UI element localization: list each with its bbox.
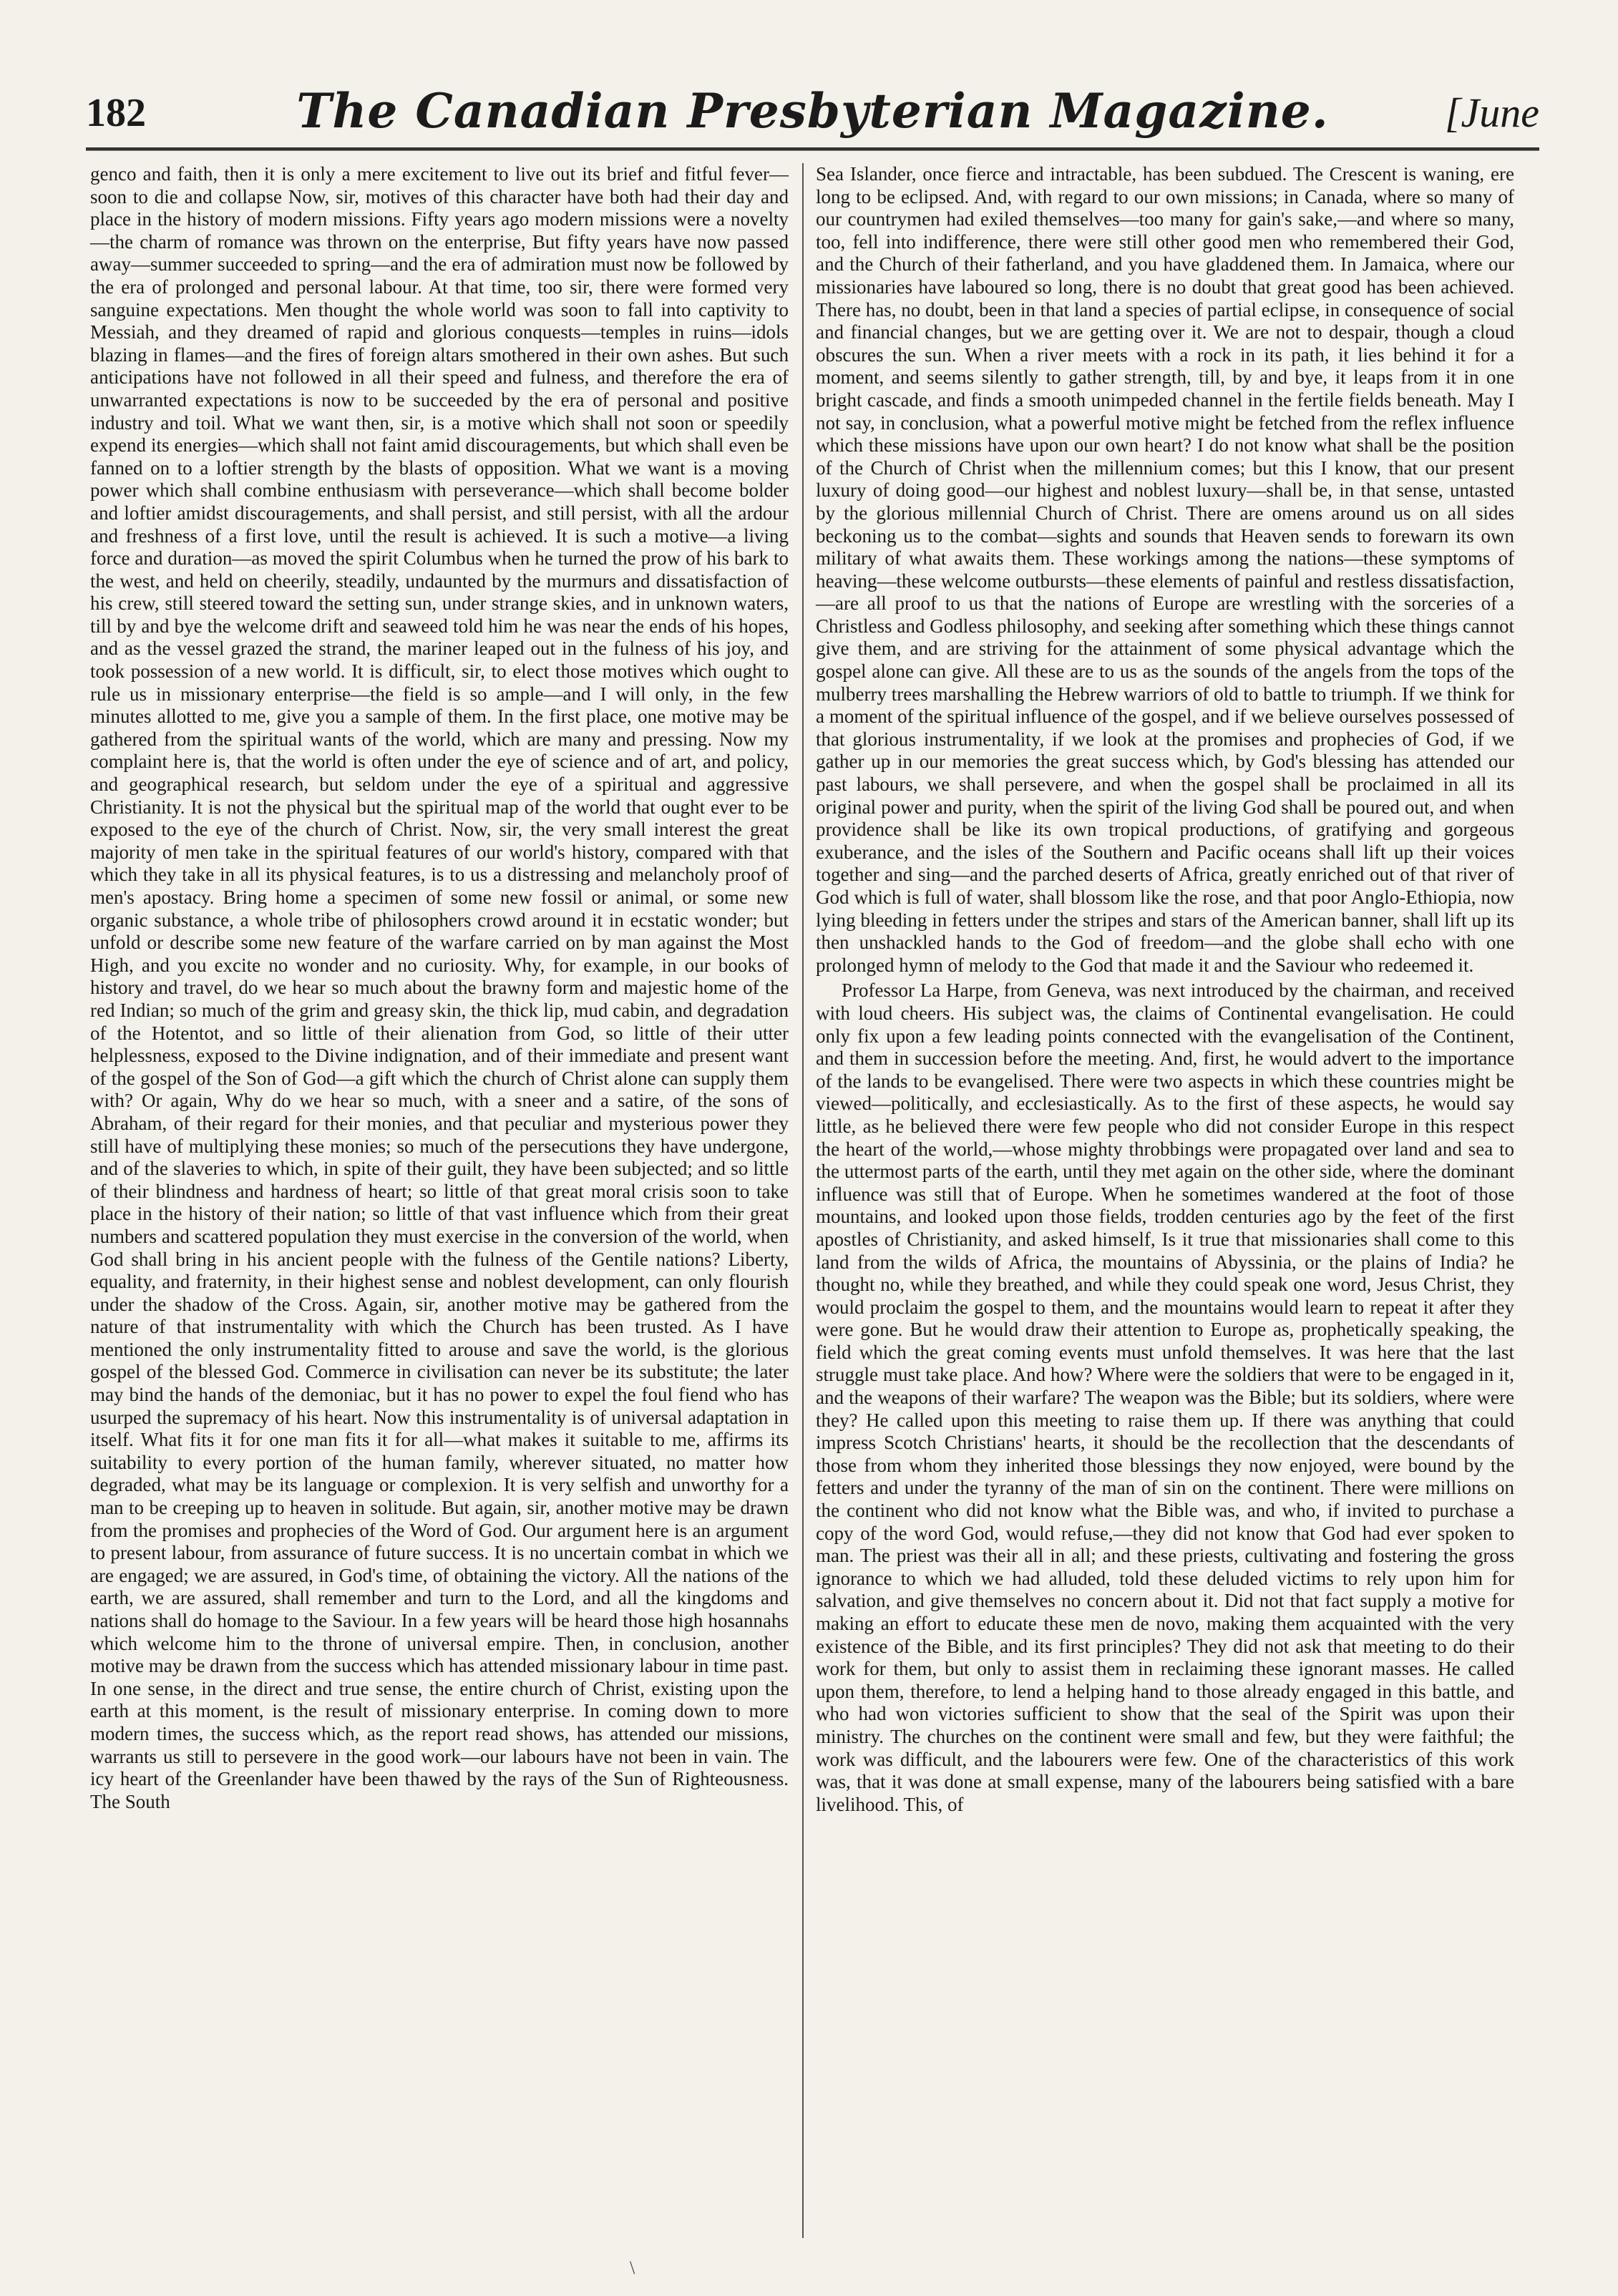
right-column <box>816 163 1514 1816</box>
right-paragraph-2: Professor La Harpe, from Geneva, was next introduced by the chairman, and received with loud cheers. His subject was, the claims of Continental evangelisation. He could only fix upon a few leading points connected with the evangelisation of the Continent, and them in succession before the meeting. And, first, he would advert to the importance of the lands to be evangelised. There were two aspects in which these countries might be viewed—politically, and ecclesiastically. As to the first of these aspects, he would say little, as he believed there were few people who did not consider Europe in this respect the heart of the world,—whose mighty throbbings were propagated over land and sea to the uttermost parts of the earth, until they met again on the other side, where the dominant influence was still that of Europe. When he sometimes wandered at the foot of those mountains, and looked upon those fields, trodden centuries ago by the feet of the first apostles of Christianity, and asked himself, Is it true that missionaries shall come to this land from the wilds of Africa, the mountains of Abyssinia, or the plains of India? he thought no, while they breathed, and while they could speak one word, Jesus Christ, they would proclaim the gospel to them, and the mountains would learn to repeat it after they were gone. But he would draw their attention to Europe as, prophetically speaking, the field which the great coming events must unfold themselves. It was here that the last struggle must take place. And how? Where were the soldiers that were to be engaged in it, and the weapons of their warfare? The weapon was the Bible; but its soldiers, where were they? He called upon this meeting to raise them up. If there was anything that could impress Scotch Christians' hearts, it should be the recollection that the descendants of those from whom they inherited those blessings they now enjoyed, were bound by the fetters and under the tyranny of the man of sin on the continent. There were millions on the continent who did not know what the Bible was, and who, if invited to purchase a copy of the word God, would refuse,—they did not know that God had ever spoken to man. The priest was their all in all; and these priests, cultivating and fostering the gross ignorance to which we had alluded, told these deluded victims to rely upon him for salvation, and give themselves no concern about it. Did not that fact supply a motive for making an effort to educate these men de novo, making them acquainted with the very existence of the Bible, and its first principles? They did not ask that meeting to do their work for them, but only to assist them in reclaiming these ignorant masses. He called upon them, therefore, to lend a helping hand to those already engaged in this battle, and who had won victories sufficient to show that the seal of the Spirit was upon their ministry. The churches on the continent were small and few, but they were faithful; the work was difficult, and the labourers were few. One of the characteristics of this work was, that it was done at small expense, many of the labourers being satisfied with a bare livelihood. This, of <box>816 980 1514 1815</box>
right-paragraph-1: Sea Islander, once fierce and intractable, has been subdued. The Crescent is waning, ere long to be eclipsed. And, with regard to our own missions; in Canada, where so many of our countrymen had exiled themselves—too many for gain's sake,—and where so many, too, fell into indifference, there were still other good men who remembered their God, and the Church of their fatherland, and you have gladdened them. In Jamaica, where our missionaries have laboured so long, there is no doubt that great good has been achieved. There has, no doubt, been in that land a species of partial eclipse, in consequence of social and financial changes, but we are getting over it. We are not to despair, though a cloud obscures the sun. When a river meets with a rock in its path, it lies behind it for a moment, and seems silently to gather strength, till, by and bye, it leaps from it in one bright cascade, and finds a smooth unimpeded channel in the fertile fields beneath. May I not say, in conclusion, what a powerful motive might be fetched from the reflex influence which these missions have upon our own heart? I do not know what shall be the position of the Church of Christ when the millennium comes; but this I know, that our present luxury of doing good—our highest and noblest luxury—shall be, in that sense, untasted by the glorious millennial Church of Christ. There are omens around us on all sides beckoning us to the combat—sights and sounds that Heaven sends to forewarn its own military of what awaits them. These workings among the nations—these symptoms of heaving—these welcome outbursts—these elements of painful and restless dissatisfaction,—are all proof to us that the nations of Europe are wrestling with the sorceries of a Christless and Godless philosophy, and seeking after something which these things cannot give them, and are striving for the attainment of some physical advantage which the gospel alone can give. All these are to us as the sounds of the angels from the tops of the mulberry trees marshalling the Hebrew warriors of old to battle to triumph. If we think for a moment of the spiritual influence of the gospel, and if we believe ourselves possessed of that glorious instrumentality, if we look at the promises and prophecies of God, if we gather up in our memories the great success which, by God's blessing has attended our past labours, we shall persevere, and when the gospel shall be proclaimed in all its original power and purity, when the spirit of the living God shall be poured out, and when providence shall be like its own tropical productions, of gratifying and gorgeous exuberance, and the isles of the Southern and Pacific oceans shall lift up their voices together and sing—and the parched deserts of Africa, greatly enriched out of that river of God which is full of water, shall blossom like the rose, and that poor Anglo-Ethiopia, now lying bleeding in fetters under the stripes and stars of the American banner, shall lift up its then unshackled hands to the God of freedom—and the globe shall echo with one prolonged hymn of melody to the God that made it and the Saviour who redeemed it. <box>816 163 1514 976</box>
column-divider <box>802 163 804 2238</box>
left-paragraph-1: genco and faith, then it is only a mere excitement to live out its brief and fitful fever—soon to die and collapse Now, sir, motives of this character have both had their day and place in the history of modern missions. Fifty years ago modern missions were a novelty—the charm of romance was thrown on the enterprise, But fifty years have now passed away—summer succeeded to spring—and the era of admiration must now be followed by the era of prolonged and personal labour. At that time, too sir, there were formed very sanguine expectations. Men thought the whole world was soon to fall into captivity to Messiah, and they dreamed of rapid and glorious conquests—temples in ruins—idols blazing in flames—and the fires of foreign altars smothered in their own ashes. But such anticipations have not followed in all their speed and fulness, and therefore the era of unwarranted expectations is now to be succeeded by the era of personal and positive industry and toil. What we want then, sir, is a motive which shall not soon or speedily expend its energies—which shall not faint amid discouragements, but which shall even be fanned on to a loftier strength by the blasts of opposition. What we want is a moving power which shall combine enthusiasm with perseverance—which shall become bolder and loftier amidst discouragements, and shall persist, and still persist, with all the ardour and freshness of a first love, until the result is achieved. It is such a motive—a living force and duration—as moved the spirit Columbus when he turned the prow of his bark to the west, and held on cheerily, steadily, undaunted by the murmurs and dissatisfaction of his crew, still steered toward the setting sun, under strange skies, and in unknown waters, till by and bye the welcome drift and seaweed told him he was near the ends of his hopes, and as the vessel grazed the strand, the mariner leaped out in the fulness of his joy, and took possession of a new world. It is difficult, sir, to elect those motives which ought to rule us in missionary enterprise—the field is so ample—and I will only, in the few minutes allotted to me, give you a sample of them. In the first place, one motive may be gathered from the spiritual wants of the world, which are many and pressing. Now my complaint here is, that the world is often under the eye of science and of art, and policy, and geographical research, but seldom under the eye of a spiritual and aggressive Christianity. It is not the physical but the spiritual map of the world that ought ever to be exposed to the eye of the church of Christ. Now, sir, the very small interest the great majority of men take in the spiritual features of our world's history, compared with that which they take in all its physical features, is to us a distressing and melancholy proof of men's apostacy. Bring home a specimen of some new fossil or animal, or some new organic substance, a whole tribe of philosophers crowd around it in ecstatic wonder; but unfold or describe some new feature of the warfare carried on by man against the Most High, and you excite no wonder and no curiosity. Why, for example, in our books of history and travel, do we hear so much about the brawny form and majestic home of the red Indian; so much of the grim and greasy skin, the thick lip, mud cabin, and degradation of the Hotentot, and so little of their alienation from God, so little of their utter helplessness, exposed to the Divine indignation, and of their immediate and present want of the gospel of the Son of God—a gift which the church of Christ alone can supply them with? Or again, Why do we hear so much, with a sneer and a satire, of the sons of Abraham, of their regard for their monies, and that peculiar and mysterious power they still have of multiplying these monies; so much of the persecutions they have undergone, and of the slaveries to which, in spite of their guilt, they have been subjected; and so little of their blindness and hardness of heart; so little of that great moral crisis soon to take place in the history of their nation; so little of that vast influence which from their great numbers and scattered population they must exercise in the conversion of the world, when God shall bring in his ancient people with the fulness of the Gentile nations? Liberty, equality, and fraternity, in their highest sense and noblest development, can only flourish under the shadow of the Cross. Again, sir, another motive may be gathered from the nature of that instrumentality with which the Church has been trusted. As I have mentioned the only instrumentality fitted to arouse and save the world, is the glorious gospel of the blessed God. Commerce in civilisation can never be its substitute; the later may bind the hands of the demoniac, but it has no power to expel the foul fiend who has usurped the supremacy of his heart. Now this instrumentality is of universal adaptation in itself. What fits it for one man fits it for all—what makes it suitable to me, affirms its suitability to every portion of the human family, wherever situated, no matter how degraded, what may be its language or complexion. It is very selfish and unworthy for a man to be creeping up to heaven in solitude. But again, sir, another motive may be drawn from the promises and prophecies of the Word of God. Our argument here is an argument to present labour, from assurance of future success. It is no uncertain combat in which we are engaged; we are assured, in God's time, of obtaining the victory. All the nations of the earth, we are assured, shall remember and turn to the Lord, and all the kingdoms and nations shall do homage to the Saviour. In a few years will be heard those high hosannahs which welcome him to the throne of universal empire. Then, in conclusion, another motive may be drawn from the success which has attended missionary labour in time past. In one sense, in the direct and true sense, the entire church of Christ, existing upon the earth at this moment, is the result of missionary enterprise. In coming down to more modern times, the success which, as the report read shows, has attended our missions, warrants us still to persevere in the good work—our labours have not been in vain. The icy heart of the Greenlander have been thawed by the rays of the Sun of Righteousness. The South <box>90 163 789 1812</box>
header-month: [June <box>1444 89 1539 136</box>
journal-title: The Canadian Presbyterian Magazine. <box>296 83 1329 139</box>
footer-mark: \ <box>630 2257 635 2278</box>
running-header <box>86 80 1539 145</box>
left-column <box>90 163 789 1813</box>
header-rule <box>86 147 1539 151</box>
page-number: 182 <box>86 91 146 135</box>
